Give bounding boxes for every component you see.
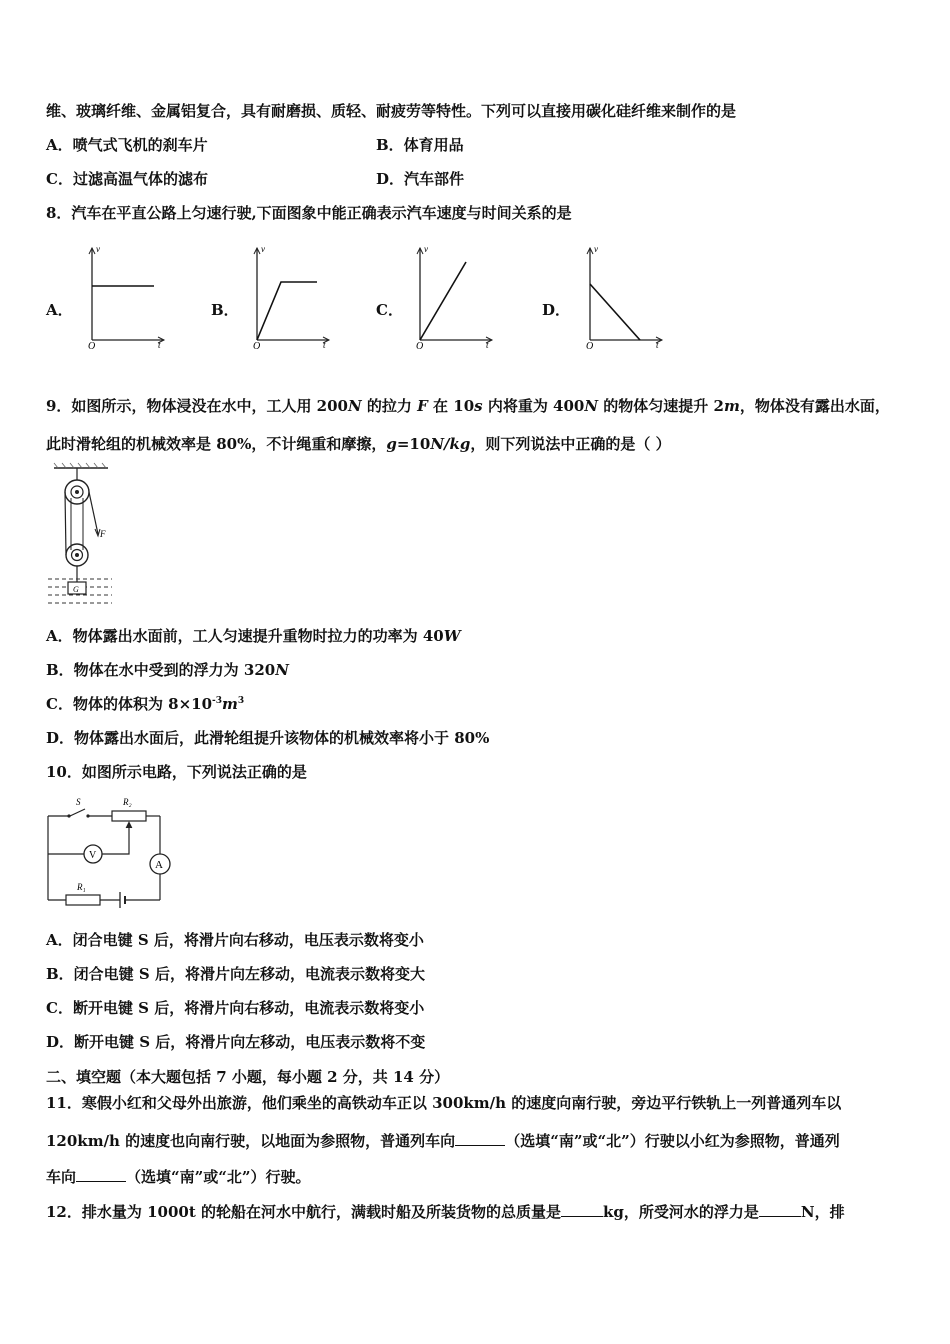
q7-option-a: A．喷气式飞机的刹车片 [46,136,208,154]
q11-line1: 11．寒假小红和父母外出旅游，他们乘坐的高铁动车正以 300km/h 的速度向南行驶，旁边平行铁轨上一列普通列车以 [46,1094,842,1112]
q8-stem: 8．汽车在平直公路上匀速行驶,下面图象中能正确表示汽车速度与时间关系的是 [46,204,572,222]
ammeter-label: A [155,859,163,871]
q10-stem: 10．如图所示电路，下列说法正确的是 [46,763,307,781]
voltmeter-label: V [89,850,97,861]
r2-label: R₂ [123,797,132,807]
q10-option-c: C．断开电键 S 后，将滑片向右移动，电流表示数将变小 [46,999,425,1017]
origin-label: O [88,341,96,350]
axis-v-label: v [261,244,265,254]
q8-label-a: A． [46,301,73,319]
q9-option-a: A．物体露出水面前，工人匀速提升重物时拉力的功率为 40W [46,627,461,645]
q12-line1: 12．排水量为 1000t 的轮船在河水中航行，满载时船及所装货物的总质量是 kg，所受河水的浮力是 N，排 [46,1203,845,1221]
answer-blank[interactable] [76,1166,126,1182]
force-label: F [100,529,106,539]
axis-v-label: v [594,244,598,254]
graph-d [578,240,668,350]
q9-option-b: B．物体在水中受到的浮力为 320N [46,661,289,679]
axis-t-label: t [323,340,326,350]
r1-label: R₁ [77,882,86,892]
q10-option-d: D．断开电键 S 后，将滑片向左移动，电压表示数将不变 [46,1033,426,1051]
circuit-figure [42,792,182,914]
axis-t-label: t [486,340,489,350]
axis-t-label: t [656,340,659,350]
q11-line3: 车向 （选填“南”或“北”）行驶。 [46,1168,311,1186]
q7-option-b: B．体育用品 [376,136,464,154]
q10-option-b: B．闭合电键 S 后，将滑片向左移动，电流表示数将变大 [46,965,425,983]
q9-line1: 9．如图所示，物体浸没在水中，工人用 200N 的拉力 F 在 10s 内将重为 400N 的物体匀速提升 2m，物体没有露出水面， [46,397,890,415]
graph-b [245,240,335,350]
q7-option-c: C．过滤高温气体的滤布 [46,170,208,188]
axis-t-label: t [158,340,161,350]
q8-label-b: B． [211,301,239,319]
origin-label: O [253,341,261,350]
object-label: G [73,585,79,594]
answer-blank[interactable] [759,1201,801,1217]
q11-line2: 120km/h 的速度也向南行驶，以地面为参照物，普通列车向 （选填“南”或“北”）行驶以小红为参照物，普通列 [46,1132,840,1150]
switch-label: S [76,797,81,807]
q10-option-a: A．闭合电键 S 后，将滑片向右移动，电压表示数将变小 [46,931,424,949]
origin-label: O [416,341,424,350]
answer-blank[interactable] [455,1130,505,1146]
q8-label-c: C． [376,301,403,319]
pulley-figure [46,462,116,614]
q8-label-d: D． [542,301,571,319]
axis-v-label: v [424,244,428,254]
origin-label: O [586,341,594,350]
q9-option-d: D．物体露出水面后，此滑轮组提升该物体的机械效率将小于 80% [46,729,490,747]
q9-option-c: C．物体的体积为 $8\times 10^{-3}m^3$ [46,695,245,713]
answer-blank[interactable] [561,1201,603,1217]
graph-c [408,240,498,350]
q9-line2: 此时滑轮组的机械效率是 80%，不计绳重和摩擦，g=10N/kg，则下列说法中正确的是（ ） [46,435,671,453]
graph-a [80,240,170,350]
q7-option-d: D．汽车部件 [376,170,465,188]
q7-intro: 维、玻璃纤维、金属铝复合，具有耐磨损、质轻、耐疲劳等特性。下列可以直接用碳化硅纤维来制作的是 [46,102,737,120]
section-title: 二、填空题（本大题包括 7 小题，每小题 2 分，共 14 分） [46,1068,450,1086]
axis-v-label: v [96,244,100,254]
